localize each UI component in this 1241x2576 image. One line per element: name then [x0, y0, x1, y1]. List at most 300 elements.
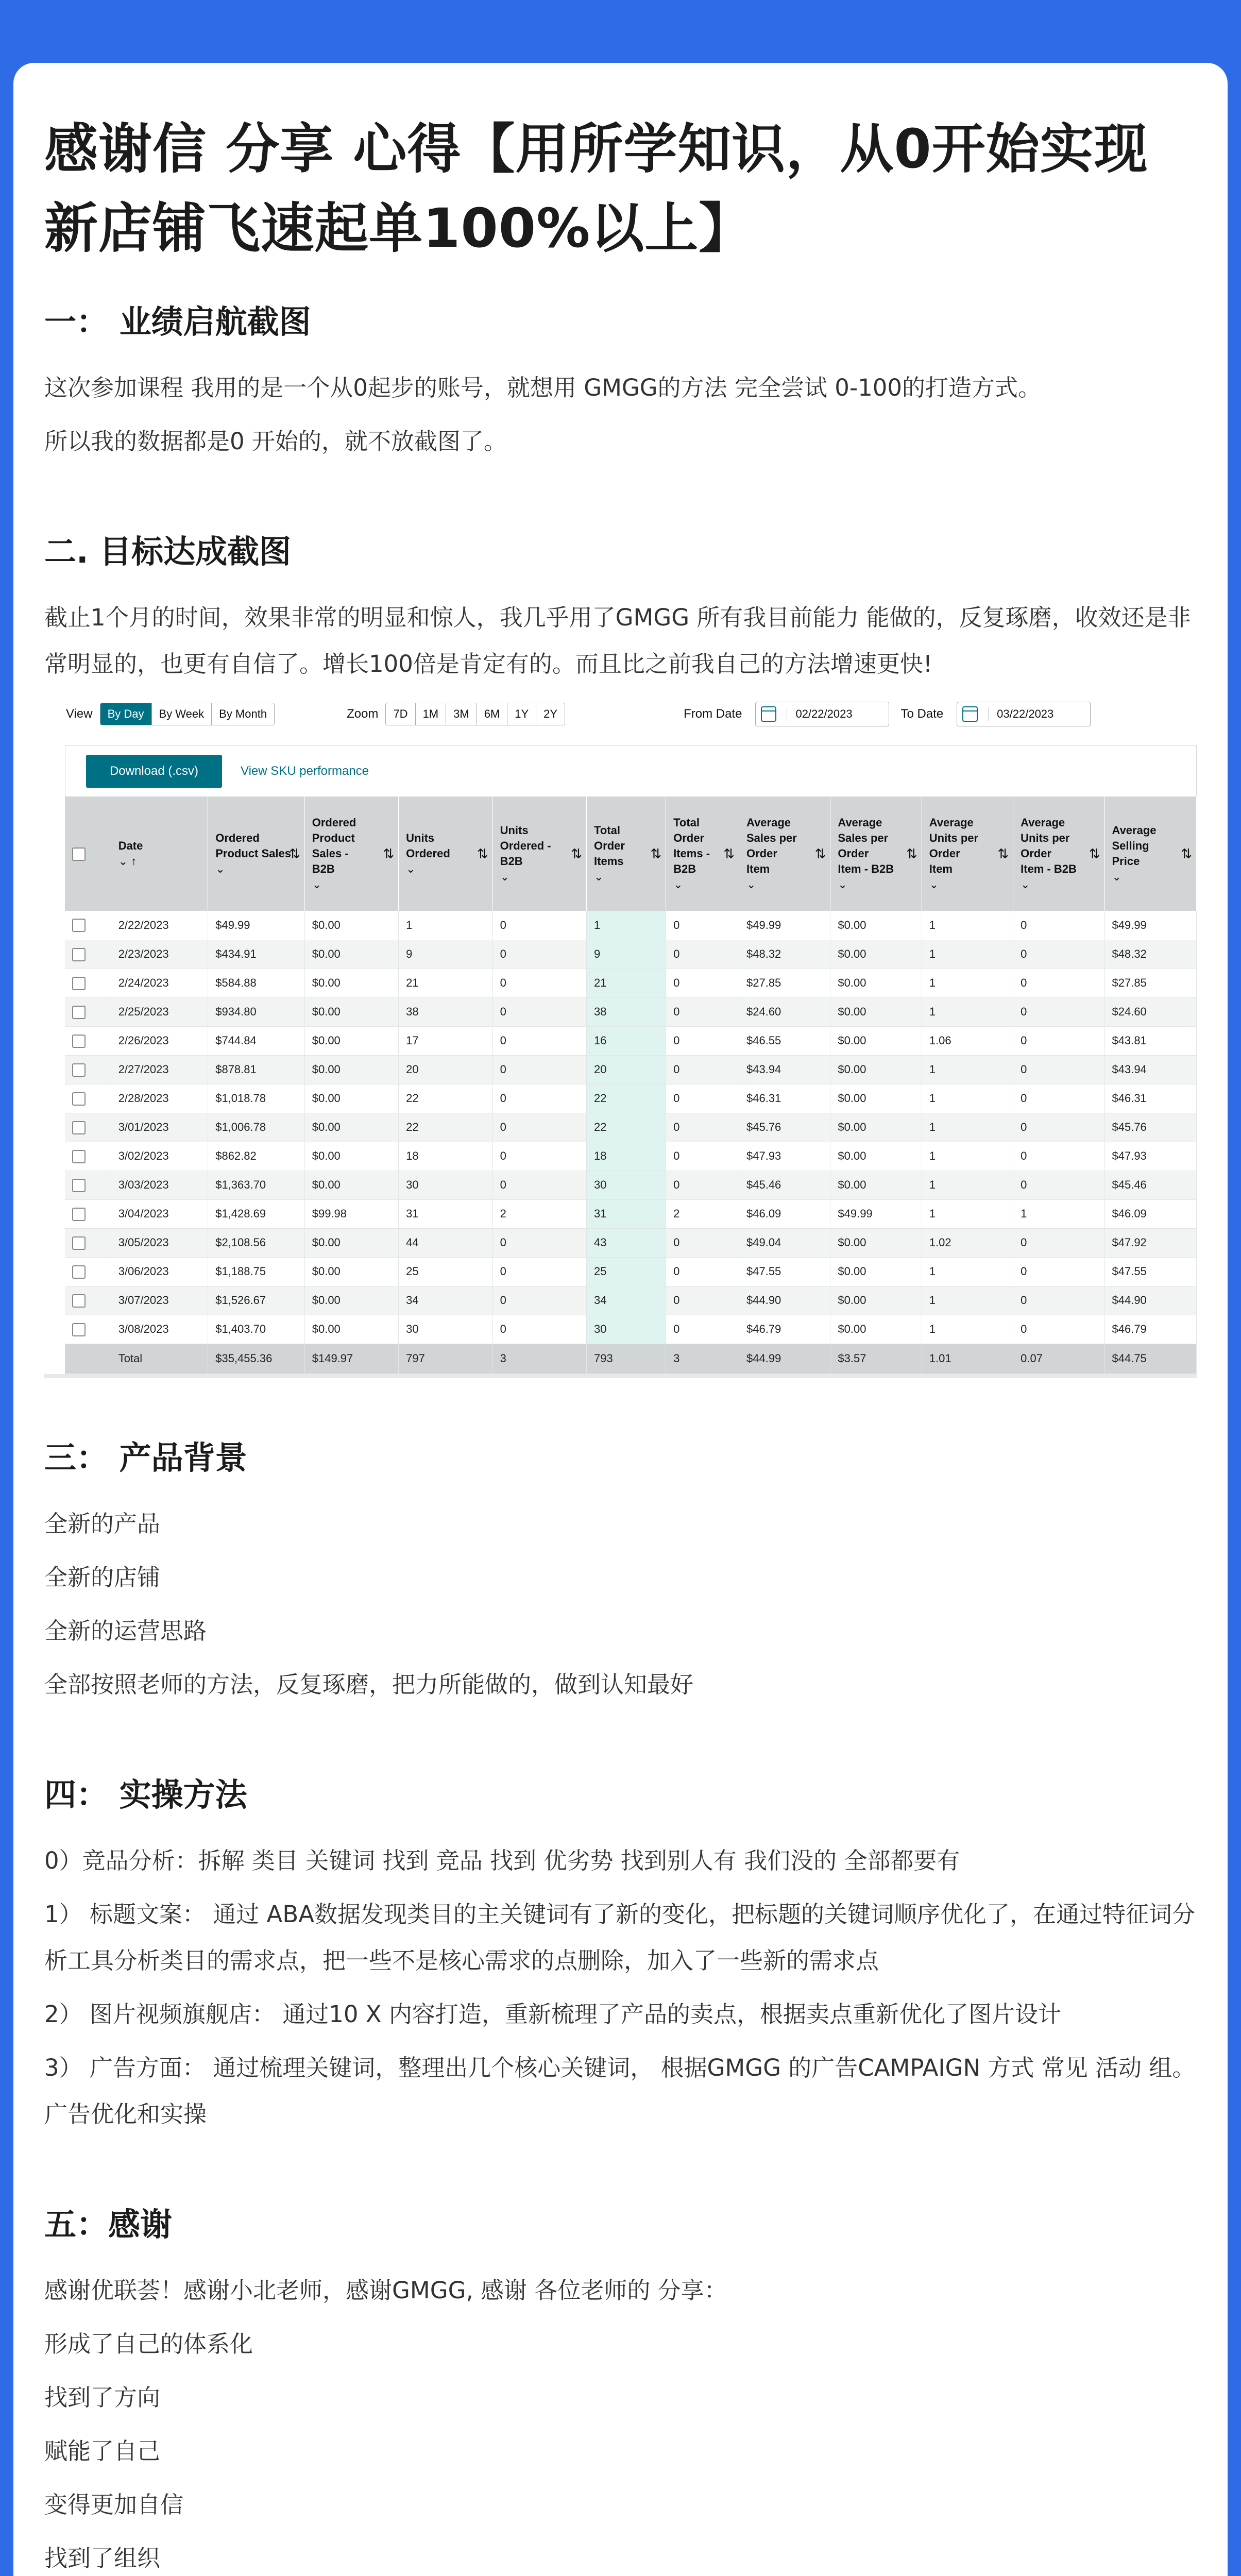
column-header-text: Order: [746, 847, 777, 860]
table-cell: $1,526.67: [208, 1286, 305, 1315]
table-cell: $45.46: [739, 1171, 830, 1199]
row-select-cell: [65, 1113, 111, 1142]
total-cell: $3.57: [830, 1344, 922, 1374]
paragraph: 1） 标题文案： 通过 ABA数据发现类目的主关键词有了新的变化，把标题的关键词顺序优化了，在通过特征词分析工具分析类目的需求点，把一些不是核心需求的点删除，加入了一些新的需求点: [44, 1900, 1195, 1974]
sort-icon[interactable]: ⇅: [383, 846, 395, 861]
table-cell: 44: [399, 1228, 492, 1257]
table-cell: $0.00: [830, 911, 922, 940]
table-cell: $0.00: [830, 1257, 922, 1286]
paragraph: 赋能了自己: [44, 2437, 161, 2465]
chevron-down-icon: ⌄: [215, 862, 225, 875]
column-header-text: Items -: [673, 847, 710, 860]
column-header-text: Units per: [929, 832, 979, 844]
table-cell: 2: [666, 1199, 739, 1228]
row-checkbox[interactable]: [72, 948, 86, 961]
table-cell: $0.00: [304, 1084, 398, 1113]
view-by-week-button[interactable]: By Week: [152, 703, 212, 725]
table-cell: 18: [399, 1142, 492, 1171]
row-checkbox[interactable]: [72, 1035, 86, 1048]
table-cell: $46.31: [1104, 1084, 1197, 1113]
table-cell: 3/02/2023: [111, 1142, 208, 1171]
paragraph: 感谢优联荟！感谢小北老师，感谢GMGG, 感谢 各位老师的 分享：: [44, 2276, 727, 2304]
chevron-down-icon: ⌄ ↑: [118, 855, 137, 868]
total-cell: 1.01: [922, 1344, 1013, 1374]
table-row: [65, 1084, 1197, 1113]
table-cell: 0: [492, 1286, 586, 1315]
table-cell: 2/24/2023: [111, 969, 208, 997]
row-checkbox[interactable]: [72, 1323, 86, 1336]
table-cell: $584.88: [208, 969, 305, 997]
table-cell: 0: [666, 1084, 739, 1113]
table-cell: 30: [587, 1171, 666, 1199]
table-cell: 0: [1013, 1084, 1104, 1113]
total-cell: 797: [399, 1344, 492, 1374]
table-cell: 9: [399, 940, 492, 969]
paragraph: 全新的店铺: [44, 1563, 161, 1591]
table-cell: 0: [1013, 997, 1104, 1026]
column-header-text: Average: [1112, 824, 1157, 837]
table-cell: 2/23/2023: [111, 940, 208, 969]
table-cell: $744.84: [208, 1026, 305, 1055]
table-cell: $0.00: [830, 1113, 922, 1142]
table-cell: 1: [922, 911, 1013, 940]
column-header-text: Units: [406, 832, 435, 844]
table-cell: 0: [1013, 1228, 1104, 1257]
report-controls: [44, 698, 1197, 731]
table-cell: 0: [492, 1257, 586, 1286]
table-cell: $47.92: [1104, 1228, 1197, 1257]
table-cell: 1: [922, 1084, 1013, 1113]
table-cell: 0: [492, 1113, 586, 1142]
table-cell: 3/08/2023: [111, 1315, 208, 1344]
table-cell: 2/26/2023: [111, 1026, 208, 1055]
table-cell: $45.76: [1104, 1113, 1197, 1142]
column-header[interactable]: [1104, 796, 1197, 911]
table-cell: 20: [587, 1055, 666, 1084]
table-cell: $1,188.75: [208, 1257, 305, 1286]
table-cell: 2/25/2023: [111, 997, 208, 1026]
paragraph: 2） 图片视频旗舰店： 通过10 X 内容打造，重新梳理了产品的卖点，根据卖点重新优化了图片设计: [44, 2000, 1061, 2028]
column-header-text: Price: [1112, 855, 1140, 868]
table-cell: 2/22/2023: [111, 911, 208, 940]
table-cell: $46.09: [1104, 1199, 1197, 1228]
zoom-1y-button[interactable]: 1Y: [507, 703, 536, 725]
table-cell: 0: [492, 911, 586, 940]
total-cell: $44.75: [1104, 1344, 1197, 1374]
chevron-down-icon: ⌄: [746, 878, 756, 891]
table-cell: 43: [587, 1228, 666, 1257]
table-cell: 0: [1013, 911, 1104, 940]
column-header-text: Ordered: [312, 816, 356, 829]
table-cell: $0.00: [830, 1315, 922, 1344]
table-cell: 0: [666, 1055, 739, 1084]
table-cell: 0: [1013, 1257, 1104, 1286]
table-row: [65, 969, 1197, 997]
row-select-cell: [65, 940, 111, 969]
column-header-text: Item - B2B: [838, 862, 894, 875]
table-cell: 1: [922, 969, 1013, 997]
table-row: [65, 1142, 1197, 1171]
table-cell: 0: [1013, 1142, 1104, 1171]
table-cell: 0: [1013, 1171, 1104, 1199]
table-cell: $1,428.69: [208, 1199, 305, 1228]
view-label: View: [66, 707, 93, 721]
section-heading-3: 三： 产品背景: [44, 1438, 247, 1477]
column-header-text: B2B: [673, 862, 696, 875]
table-cell: 22: [399, 1113, 492, 1142]
sort-icon[interactable]: ⇅: [288, 846, 300, 861]
row-checkbox[interactable]: [72, 1063, 86, 1077]
table-cell: $0.00: [830, 1286, 922, 1315]
table-cell: $99.98: [304, 1199, 398, 1228]
document-card: [13, 63, 1228, 2576]
to-date-label: To Date: [900, 707, 944, 721]
table-cell: 1: [922, 940, 1013, 969]
table-cell: $47.55: [739, 1257, 830, 1286]
table-cell: $0.00: [304, 969, 398, 997]
table-cell: 0: [666, 1171, 739, 1199]
zoom-label: Zoom: [347, 707, 379, 721]
row-checkbox[interactable]: [72, 1150, 86, 1163]
table-cell: $24.60: [1104, 997, 1197, 1026]
row-checkbox[interactable]: [72, 1236, 86, 1250]
table-cell: $49.99: [1104, 911, 1197, 940]
table-cell: $45.76: [739, 1113, 830, 1142]
zoom-2y-button[interactable]: 2Y: [536, 703, 565, 725]
table-cell: $46.79: [739, 1315, 830, 1344]
column-header-text: B2B: [500, 855, 523, 868]
table-cell: 0: [666, 1113, 739, 1142]
paragraph: 全部按照老师的方法，反复琢磨，把力所能做的，做到认知最好: [44, 1670, 694, 1698]
table-cell: $49.99: [830, 1199, 922, 1228]
column-header-text: Order: [594, 839, 625, 852]
table-row: [65, 1113, 1197, 1142]
table-cell: $0.00: [830, 1026, 922, 1055]
table-cell: 0: [666, 997, 739, 1026]
column-header-text: Product: [312, 832, 355, 844]
table-cell: $862.82: [208, 1142, 305, 1171]
column-header-text: Sales per: [746, 832, 797, 844]
table-cell: $0.00: [304, 1026, 398, 1055]
table-cell: 1: [922, 1199, 1013, 1228]
table-cell: $46.55: [739, 1026, 830, 1055]
report-toolbar: [65, 745, 1197, 796]
table-cell: 0: [492, 969, 586, 997]
table-cell: 30: [587, 1315, 666, 1344]
table-cell: 25: [399, 1257, 492, 1286]
table-cell: 22: [399, 1084, 492, 1113]
column-header-text: Average: [746, 816, 791, 829]
select-all-checkbox[interactable]: [72, 848, 86, 861]
total-cell: 3: [666, 1344, 739, 1374]
total-cell: $35,455.36: [208, 1344, 305, 1374]
table-cell: $1,018.78: [208, 1084, 305, 1113]
column-header[interactable]: [208, 796, 305, 911]
table-cell: $48.32: [739, 940, 830, 969]
table-cell: $27.85: [1104, 969, 1197, 997]
column-header-text: Item: [929, 862, 953, 875]
calendar-icon: [962, 706, 978, 722]
table-row: [65, 1171, 1197, 1199]
table-cell: 18: [587, 1142, 666, 1171]
paragraph: 找到了组织: [44, 2544, 161, 2572]
column-header-text: Average: [929, 816, 974, 829]
table-cell: 21: [399, 969, 492, 997]
chevron-down-icon: ⌄: [1021, 878, 1030, 891]
row-checkbox[interactable]: [72, 1294, 86, 1308]
sales-table: [65, 796, 1197, 1374]
total-cell: 0.07: [1013, 1344, 1104, 1374]
zoom-3m-button[interactable]: 3M: [446, 703, 477, 725]
row-select-cell: [65, 1142, 111, 1171]
table-cell: 31: [587, 1199, 666, 1228]
table-cell: 0: [1013, 969, 1104, 997]
table-cell: 2/28/2023: [111, 1084, 208, 1113]
column-header[interactable]: [1013, 796, 1104, 911]
table-cell: 3/03/2023: [111, 1171, 208, 1199]
table-cell: 0: [492, 1171, 586, 1199]
table-cell: 3/01/2023: [111, 1113, 208, 1142]
table-cell: $1,403.70: [208, 1315, 305, 1344]
table-cell: 0: [1013, 1286, 1104, 1315]
table-cell: 2/27/2023: [111, 1055, 208, 1084]
table-cell: $0.00: [304, 1171, 398, 1199]
table-cell: $27.85: [739, 969, 830, 997]
paragraph: 截止1个月的时间，效果非常的明显和惊人，我几乎用了GMGG 所有我目前能力 能做的，反复琢磨，收效还是非常明显的，也更有自信了。增长100倍是肯定有的。而且比之前我自己的方法增速更快!: [44, 604, 1191, 677]
total-spacer-cell: [65, 1344, 111, 1374]
select-all-header: [65, 796, 111, 911]
column-header[interactable]: [922, 796, 1013, 911]
column-header[interactable]: [304, 796, 398, 911]
table-cell: 0: [1013, 940, 1104, 969]
row-select-cell: [65, 1171, 111, 1199]
table-cell: 0: [492, 1142, 586, 1171]
paragraph: 形成了自己的体系化: [44, 2330, 253, 2358]
page-title: 感谢信 分享 心得【用所学知识，从0开始实现新店铺飞速起单100%以上】: [44, 117, 1148, 260]
row-select-cell: [65, 997, 111, 1026]
table-cell: 3/07/2023: [111, 1286, 208, 1315]
sort-icon[interactable]: ⇅: [650, 846, 662, 861]
table-cell: $0.00: [830, 969, 922, 997]
table-cell: 0: [666, 1257, 739, 1286]
row-checkbox[interactable]: [72, 1265, 86, 1279]
row-checkbox[interactable]: [72, 1006, 86, 1019]
table-cell: $49.04: [739, 1228, 830, 1257]
table-cell: $0.00: [830, 940, 922, 969]
table-cell: $24.60: [739, 997, 830, 1026]
table-cell: $0.00: [304, 1055, 398, 1084]
column-header[interactable]: [830, 796, 922, 911]
sales-report-screenshot: [44, 698, 1197, 1378]
table-cell: $43.94: [1104, 1055, 1197, 1084]
table-cell: 31: [399, 1199, 492, 1228]
table-cell: 1: [922, 1315, 1013, 1344]
column-header-text: Order: [929, 847, 960, 860]
chevron-down-icon: ⌄: [929, 878, 939, 891]
table-cell: 1.06: [922, 1026, 1013, 1055]
table-cell: 9: [587, 940, 666, 969]
row-checkbox[interactable]: [72, 1121, 86, 1134]
table-cell: $0.00: [830, 1055, 922, 1084]
sort-icon[interactable]: ⇅: [1089, 846, 1100, 861]
paragraph: 3） 广告方面： 通过梳理关键词，整理出几个核心关键词， 根据GMGG 的广告CAMPAIGN 方式 常见 活动 组。广告优化和实操: [44, 2054, 1196, 2128]
table-cell: 17: [399, 1026, 492, 1055]
row-checkbox[interactable]: [72, 1092, 86, 1106]
table-cell: 1: [587, 911, 666, 940]
table-row: [65, 1286, 1197, 1315]
row-select-cell: [65, 1199, 111, 1228]
sort-icon[interactable]: ⇅: [723, 846, 735, 861]
table-cell: $0.00: [304, 1228, 398, 1257]
column-header[interactable]: [739, 796, 830, 911]
row-checkbox[interactable]: [72, 977, 86, 990]
total-cell: $149.97: [304, 1344, 398, 1374]
table-cell: 0: [492, 1055, 586, 1084]
column-header[interactable]: [111, 796, 208, 911]
row-select-cell: [65, 1026, 111, 1055]
table-cell: $0.00: [830, 1084, 922, 1113]
sort-icon[interactable]: ⇅: [997, 846, 1009, 861]
row-select-cell: [65, 1286, 111, 1315]
table-cell: $48.32: [1104, 940, 1197, 969]
table-cell: 1.02: [922, 1228, 1013, 1257]
table-cell: 1: [922, 997, 1013, 1026]
row-checkbox[interactable]: [72, 919, 86, 932]
column-header-text: Ordered -: [500, 839, 551, 852]
table-cell: $46.09: [739, 1199, 830, 1228]
table-cell: 21: [587, 969, 666, 997]
column-header-text: Units per: [1021, 832, 1070, 844]
sort-icon[interactable]: ⇅: [477, 846, 488, 861]
sort-icon[interactable]: ⇅: [571, 846, 583, 861]
table-cell: $0.00: [304, 1113, 398, 1142]
table-cell: $47.93: [1104, 1142, 1197, 1171]
table-cell: 2: [492, 1199, 586, 1228]
table-cell: $44.90: [1104, 1286, 1197, 1315]
column-header-text: Date: [118, 839, 143, 852]
table-cell: 30: [399, 1171, 492, 1199]
table-cell: $43.81: [1104, 1026, 1197, 1055]
table-cell: 0: [666, 969, 739, 997]
table-cell: 0: [492, 1026, 586, 1055]
zoom-1m-button[interactable]: 1M: [416, 703, 447, 725]
total-row: [65, 1344, 1197, 1374]
table-cell: 0: [1013, 1026, 1104, 1055]
sort-icon[interactable]: ⇅: [1181, 846, 1192, 861]
table-cell: 0: [1013, 1315, 1104, 1344]
table-cell: $878.81: [208, 1055, 305, 1084]
column-header-text: Ordered: [406, 847, 450, 860]
table-cell: $1,006.78: [208, 1113, 305, 1142]
column-header-text: Product Sales: [215, 847, 291, 860]
column-header-text: Sales per: [838, 832, 889, 844]
table-cell: 34: [587, 1286, 666, 1315]
to-date-value: 03/22/2023: [988, 707, 1053, 721]
chevron-down-icon: ⌄: [500, 870, 510, 883]
table-cell: 0: [492, 997, 586, 1026]
row-select-cell: [65, 1315, 111, 1344]
section-heading-4: 四： 实操方法: [44, 1775, 247, 1814]
table-cell: $49.99: [739, 911, 830, 940]
from-date-input[interactable]: [755, 702, 889, 726]
row-select-cell: [65, 1084, 111, 1113]
column-header-text: Order: [838, 847, 869, 860]
zoom-7d-button[interactable]: 7D: [386, 703, 415, 725]
table-cell: $46.79: [1104, 1315, 1197, 1344]
table-cell: 0: [666, 1228, 739, 1257]
table-cell: $934.80: [208, 997, 305, 1026]
table-row: [65, 1199, 1197, 1228]
table-cell: 1: [922, 1055, 1013, 1084]
table-cell: 0: [492, 1315, 586, 1344]
view-by-day-button[interactable]: By Day: [100, 703, 152, 725]
row-checkbox[interactable]: [72, 1179, 86, 1192]
view-by-month-button[interactable]: By Month: [212, 703, 274, 725]
table-cell: $47.55: [1104, 1257, 1197, 1286]
section-heading-2: 二. 目标达成截图: [44, 533, 292, 570]
row-select-cell: [65, 1257, 111, 1286]
to-date-input[interactable]: [957, 702, 1091, 726]
download-csv-button[interactable]: Download (.csv): [86, 755, 222, 788]
sort-icon[interactable]: ⇅: [906, 846, 917, 861]
column-header-text: Ordered: [215, 832, 260, 844]
chevron-down-icon: ⌄: [312, 878, 322, 891]
column-header[interactable]: [399, 796, 492, 911]
chevron-down-icon: ⌄: [594, 870, 604, 883]
table-cell: 0: [666, 1026, 739, 1055]
table-cell: 16: [587, 1026, 666, 1055]
column-header[interactable]: [666, 796, 739, 911]
view-sku-performance-link[interactable]: View SKU performance: [241, 764, 369, 778]
section-heading-5: 五：感谢: [44, 2205, 173, 2243]
table-cell: $43.94: [739, 1055, 830, 1084]
column-header-text: Units: [500, 824, 529, 837]
column-header-text: Average: [1021, 816, 1065, 829]
table-cell: $45.46: [1104, 1171, 1197, 1199]
table-row: [65, 997, 1197, 1026]
zoom-toggle: [385, 703, 565, 725]
column-header-text: Items: [594, 855, 624, 868]
table-cell: $434.91: [208, 940, 305, 969]
column-header-text: Selling: [1112, 839, 1149, 852]
row-select-cell: [65, 1055, 111, 1084]
table-cell: 1: [1013, 1199, 1104, 1228]
total-cell: $44.99: [739, 1344, 830, 1374]
table-cell: $1,363.70: [208, 1171, 305, 1199]
column-header-text: Order: [673, 832, 705, 844]
table-cell: 0: [666, 1315, 739, 1344]
table-row: [65, 1257, 1197, 1286]
paragraph: 找到了方向: [44, 2383, 161, 2411]
table-cell: 0: [492, 1228, 586, 1257]
row-checkbox[interactable]: [72, 1208, 86, 1221]
zoom-6m-button[interactable]: 6M: [477, 703, 508, 725]
table-cell: 38: [399, 997, 492, 1026]
column-header[interactable]: [492, 796, 586, 911]
table-cell: 3/04/2023: [111, 1199, 208, 1228]
from-date-label: From Date: [684, 707, 742, 721]
table-cell: 22: [587, 1113, 666, 1142]
table-cell: $0.00: [304, 1315, 398, 1344]
row-select-cell: [65, 1228, 111, 1257]
column-header[interactable]: [587, 796, 666, 911]
sort-icon[interactable]: ⇅: [814, 846, 826, 861]
table-cell: 34: [399, 1286, 492, 1315]
table-cell: 0: [1013, 1055, 1104, 1084]
table-cell: $0.00: [304, 1286, 398, 1315]
table-cell: $0.00: [304, 997, 398, 1026]
table-cell: $2,108.56: [208, 1228, 305, 1257]
